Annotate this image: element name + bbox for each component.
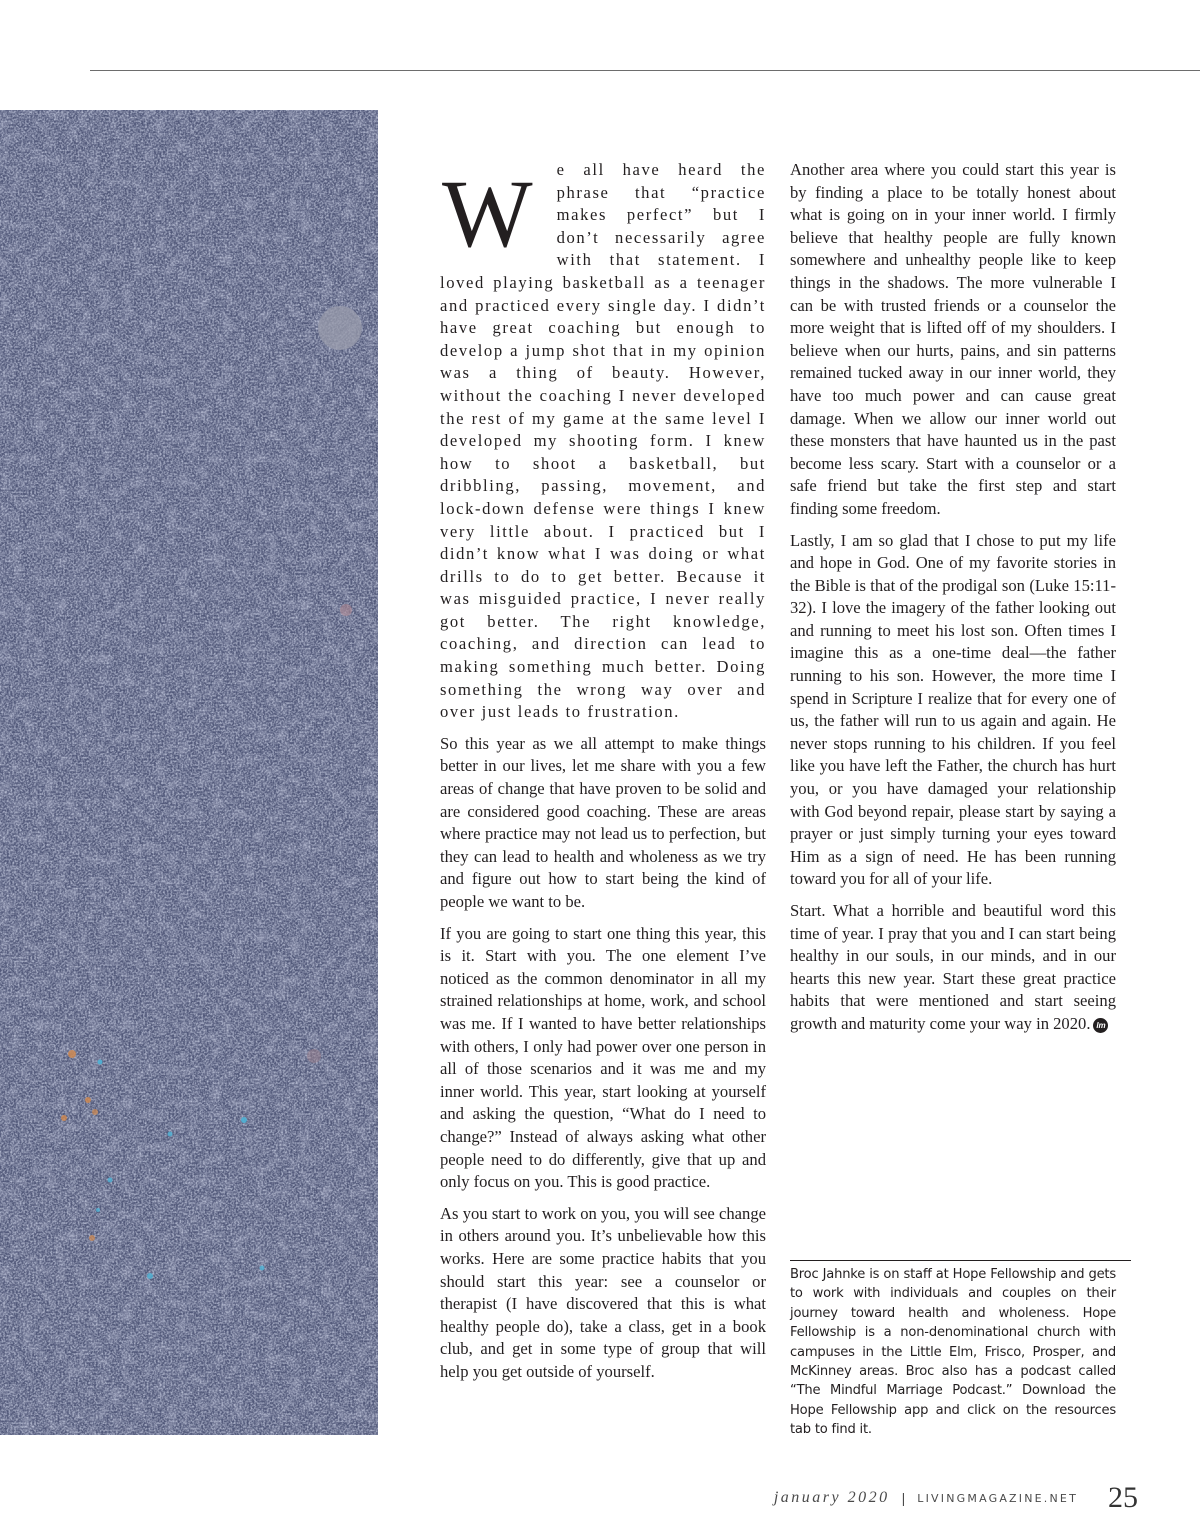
asphalt-photo [0,110,378,1435]
article-paragraph [440,159,766,724]
page-footer [774,1478,1138,1518]
article-paragraph: Another area where you could start this year is by finding a place to be totally honest about what is going on in your inner world. I firmly believe that healthy people are fully known somewhere and unhealthy people like to keep things in the shadows. The more vulnerable I can be with trusted friends or a counselor the more weight that is lifted off of my shoulders. I believe when our hurts, pains, and sin patterns remained tucked away in our inner world, they have too much power and can cause great damage. When we allow our inner world out these monsters that have haunted us in the past become less scary. Start with a counselor or a safe friend but take the first step and start finding some freedom. [790,160,1116,518]
article-paragraph [790,900,1116,1036]
article-paragraph: If you are going to start one thing this year, this is it. Start with you. The one element I’ve noticed as the common denominator in all my strained relationships at home, work, and school was me. If I wanted to have better relationships with others, I only had power over one person in all of those scenarios and it was me and my inner world. This year, start looking at yourself and asking the question, “What do I need to change?” Instead of always asking what other people need to do differently, give that up and only focus on you. This is good practice. [440,923,766,1192]
article-column-left [440,159,766,1392]
article-paragraph: As you start to work on you, you will see change in others around you. It’s unbelievable how this works. Here are some practice habits that you should start this year: see a counselor or therapist (I have discovered that this is what healthy people do), take a class, get in a book club, and get in some type of group that will help you get outside of yourself. [440,1203,766,1381]
article-paragraph: So this year as we all attempt to make things better in our lives, let me share with you a few areas of change that have proven to be solid and are considered good coaching. These are areas where practice may not lead us to perfection, but they can lead to health and wholeness as we try and figure out how to start being the kind of people we want to be. [440,733,766,911]
living-magazine-end-mark-icon: lm [1093,1018,1108,1033]
footer-separator: | [901,1490,906,1506]
article-column-right [790,159,1116,1045]
issue-date: january 2020 [773,1489,890,1506]
closing-paragraph-text: Start. What a horrible and beautiful word this time of year. I pray that you and I can start being healthy in our souls, in our minds, and in our hearts this new year. Start these great practice habits that were mentioned and start seeing growth and maturity come your way in 2020. [790,901,1116,1033]
author-bio: Broc Jahnke is on staff at Hope Fellowship and gets to work with individuals and couples on their journey toward health and wholeness. Hope Fellowship is a non-denominational church with campuses in the Little Elm, Frisco, Prosper, and McKinney areas. Broc also has a podcast called “The Mindful Marriage Podcast.” Download the Hope Fellowship app and click on the resources tab to find it. [790,1267,1116,1438]
page-number: 25 [1108,1481,1138,1514]
magazine-website: LIVINGMAGAZINE.NET [917,1491,1078,1505]
article-paragraph: Lastly, I am so glad that I chose to put my life and hope in God. One of my favorite stories in the Bible is that of the prodigal son (Luke 15:11-32). I love the imagery of the father looking out and running to meet his lost son. Often times I imagine this as a one-time deal—the father running to his son. However, the more time I spend in Scripture I realize that for every one of us, the father will run to us again and again. He never stops running to his children. If you feel like you have left the Father, the church has hurt you, or you have damaged your relationship with God beyond repair, please start by saying a prayer or just simply turning your eyes toward Him as a sign of need. He has been running toward you for all of your life. [790,530,1116,889]
opening-paragraph-text: e all have heard the phrase that “practice makes perfect” but I don’t necessarily agree with that statement. I loved playing basketball as a teenager and practiced every single day. I didn’t have great coaching but enough to develop a jump shot that in my opinion was a thing of beauty. However, without the coaching I never developed the rest of my game at the same level I developed my shooting form. I knew how to shoot a basketball, but dribbling, passing, movement, and lock-down defense were things I knew very little about. I practiced but I didn’t know what I was doing or what drills to do to get better. Because it was misguided practice, I never really got better. The right knowledge, coaching, and direction can lead to making something much better. Doing something the wrong way over and over just leads to frustration. [440,160,766,722]
top-rule [90,70,1200,71]
drop-cap: W [442,160,533,267]
bio-rule [790,1260,1131,1261]
